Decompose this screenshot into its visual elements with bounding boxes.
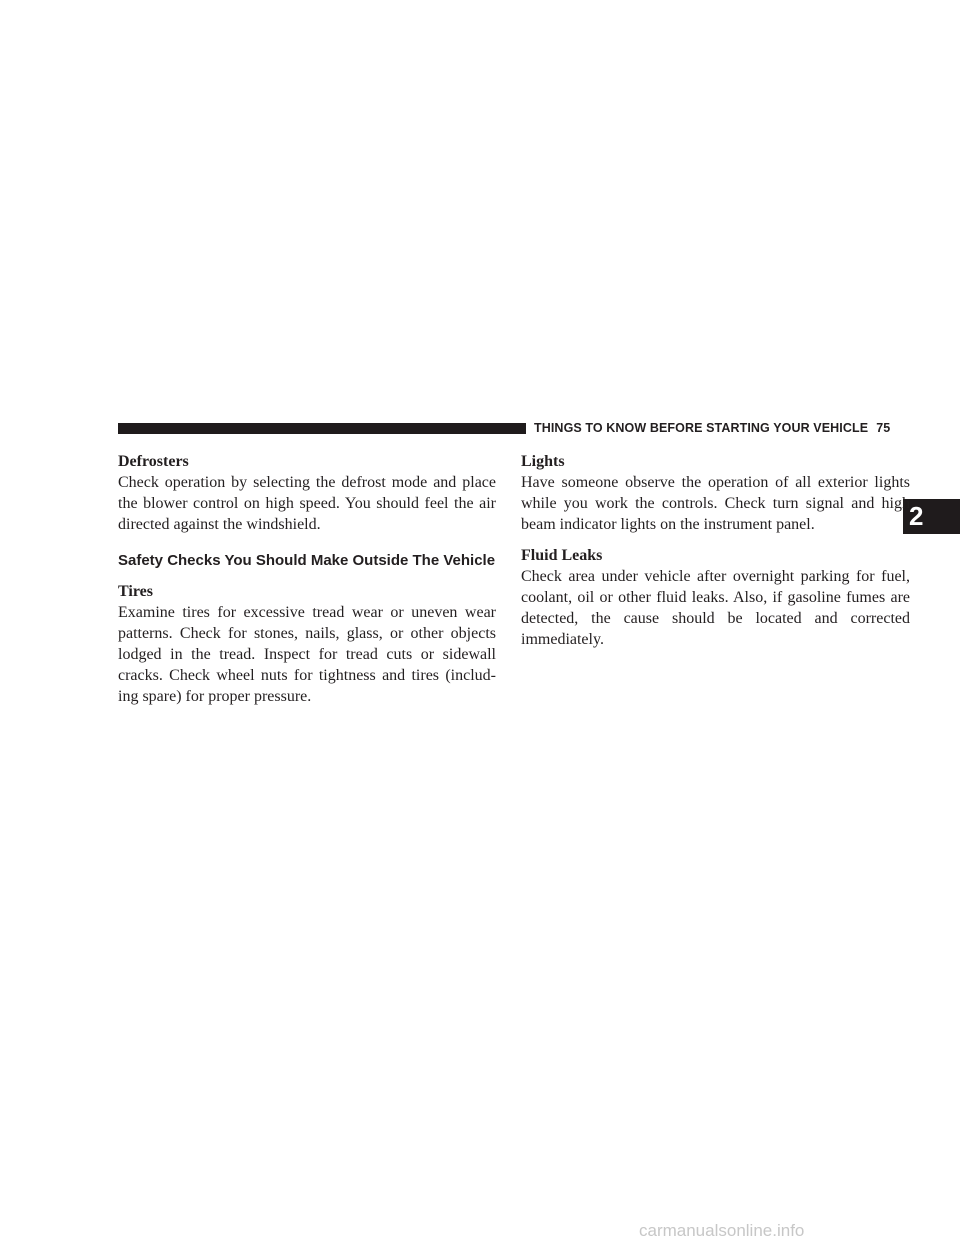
chapter-tab: 2 <box>903 499 960 534</box>
left-column <box>118 452 496 718</box>
running-header <box>534 421 890 436</box>
page-number: 75 <box>876 421 891 435</box>
watermark-text: carmanualsonline.info <box>639 1221 805 1240</box>
fluid-leaks-heading: Fluid Leaks <box>521 547 603 564</box>
fluid-leaks-text: Check area under vehicle after overnight parking for fuel, coolant, oil or other fluid leaks. Also, if gasoline fumes are detected, the cause should be located and corrected immediately. <box>521 568 910 648</box>
section-heading: Safety Checks You Should Make Outside The Vehicle <box>118 552 496 569</box>
tires-text: Examine tires for excessive tread wear or uneven wear patterns. Check for stones, nails, glass, or other objects lodged in the tread. Inspect for tread cuts or sidewall cracks. Check wheel nuts for tightness and tires (includ-ing spare) for proper pressure. <box>118 604 496 705</box>
header-rule <box>118 423 526 434</box>
tires-heading: Tires <box>118 583 153 600</box>
defrosters-heading: Defrosters <box>118 453 189 470</box>
lights-text: Have someone observe the operation of all exterior lights while you work the controls. Check turn signal and high beam indicator lights on the instrument panel. <box>521 474 910 533</box>
header-title: THINGS TO KNOW BEFORE STARTING YOUR VEHICLE <box>534 421 869 435</box>
lights-heading: Lights <box>521 453 565 470</box>
right-column <box>521 452 910 661</box>
defrosters-text: Check operation by selecting the defrost mode and place the blower control on high speed. You should feel the air directed against the windshield. <box>118 474 496 533</box>
